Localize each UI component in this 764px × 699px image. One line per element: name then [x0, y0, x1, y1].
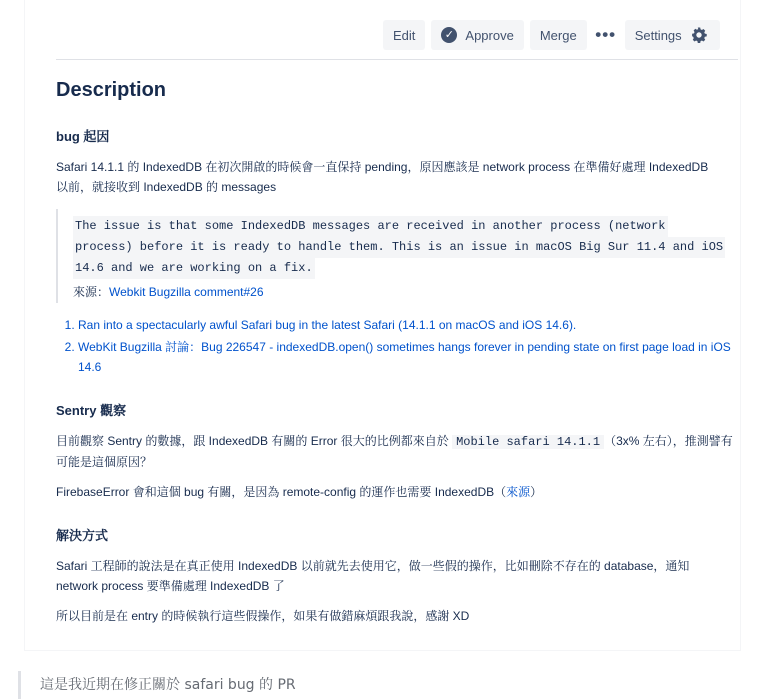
quote-source: [73, 283, 738, 301]
sentry-heading: Sentry 觀察: [56, 403, 127, 418]
description-content: [56, 76, 738, 626]
bug-cause-heading: bug 起因: [56, 129, 110, 144]
solution-line-1: Safari 工程師的說法是在真正使用 IndexedDB 以前就先去使用它，做一些假的操作，比如刪除不存在的 database，通知: [56, 559, 690, 573]
reference-item[interactable]: [78, 315, 738, 335]
webkit-quote: [56, 209, 738, 303]
bottom-comment-text: 這是我近期在修正關於 safari bug 的 PR: [40, 677, 296, 693]
bug-cause-paragraph-line-2: 以前，就接收到 IndexedDB 的 messages: [56, 180, 277, 194]
firebase-source-link[interactable]: 來源: [506, 485, 531, 499]
solution-paragraph: [56, 556, 738, 596]
quote-code-block: [73, 216, 738, 279]
quote-code-line-1: The issue is that some IndexedDB messages are received in another process (network: [73, 216, 668, 237]
solution-section: [56, 527, 738, 626]
sentry-paragraph: [56, 431, 738, 472]
reference-list: [56, 315, 738, 377]
toolbar-divider: [56, 59, 738, 60]
solution-line-2: network process 要準備處理 IndexedDB 了: [56, 579, 285, 593]
approve-button[interactable]: [431, 20, 523, 50]
bug-cause-paragraph-line-1: Safari 14.1.1 的 IndexedDB 在初次開啟的時候會一直保持 pending，原因應該是 network process 在準備好處理 IndexedDB: [56, 160, 709, 174]
safari-bug-article-link[interactable]: Ran into a spectacularly awful Safari bug in the latest Safari (14.1.1 on macOS and iOS 14.6).: [78, 318, 577, 332]
bottom-blockquote-comment: [18, 671, 738, 699]
approve-check-icon: ✓: [441, 27, 457, 43]
sentry-section: [56, 402, 738, 502]
quote-code-line-3: 14.6 and we are working on a fix.: [73, 258, 315, 279]
settings-button[interactable]: [625, 20, 720, 50]
more-actions-button[interactable]: [593, 20, 619, 50]
reference-item[interactable]: [78, 337, 738, 377]
bug-cause-paragraph: [56, 157, 738, 197]
merge-button[interactable]: [530, 20, 587, 50]
sentry-text-after: （3x% 左右），推測譬有可能是這個原因？: [56, 434, 733, 469]
settings-button-label: Settings: [634, 27, 682, 43]
pull-request-card: [25, 0, 740, 650]
firebase-paragraph: [56, 482, 738, 502]
more-icon: •••: [595, 25, 617, 44]
description-title: Description: [56, 79, 167, 101]
edit-button[interactable]: [383, 20, 425, 50]
webkit-bugzilla-discussion-link[interactable]: WebKit Bugzilla 討論：Bug 226547 - indexedDB.open() sometimes hangs forever in pending state on first page load in iOS 14.6: [78, 340, 731, 374]
pull-request-toolbar: [383, 20, 720, 50]
firebase-text-after: ）: [530, 485, 543, 499]
mobile-safari-version-code: Mobile safari 14.1.1: [452, 435, 604, 449]
approve-button-label: Approve: [465, 27, 514, 43]
webkit-bugzilla-comment-link[interactable]: Webkit Bugzilla comment#26: [109, 285, 264, 299]
solution-heading: 解決方式: [56, 528, 109, 543]
sentry-text-before: 目前觀察 Sentry 的數據，跟 IndexedDB 有關的 Error 很大的比例都來自於: [56, 434, 453, 448]
edit-button-label: Edit: [393, 27, 416, 43]
quote-code-line-2: process) before it is ready to handle them. This is an issue in macOS Big Sur 11.4 and iOS: [73, 237, 725, 258]
source-prefix: 來源：: [73, 285, 110, 299]
closing-paragraph: 所以目前是在 entry 的時候執行這些假操作，如果有做錯麻煩跟我說，感謝 XD: [56, 609, 470, 623]
merge-button-label: Merge: [539, 27, 577, 43]
gear-icon: [690, 26, 708, 44]
firebase-text-before: FirebaseError 會和這個 bug 有關，是因為 remote-config 的運作也需要 IndexedDB（: [56, 485, 507, 499]
